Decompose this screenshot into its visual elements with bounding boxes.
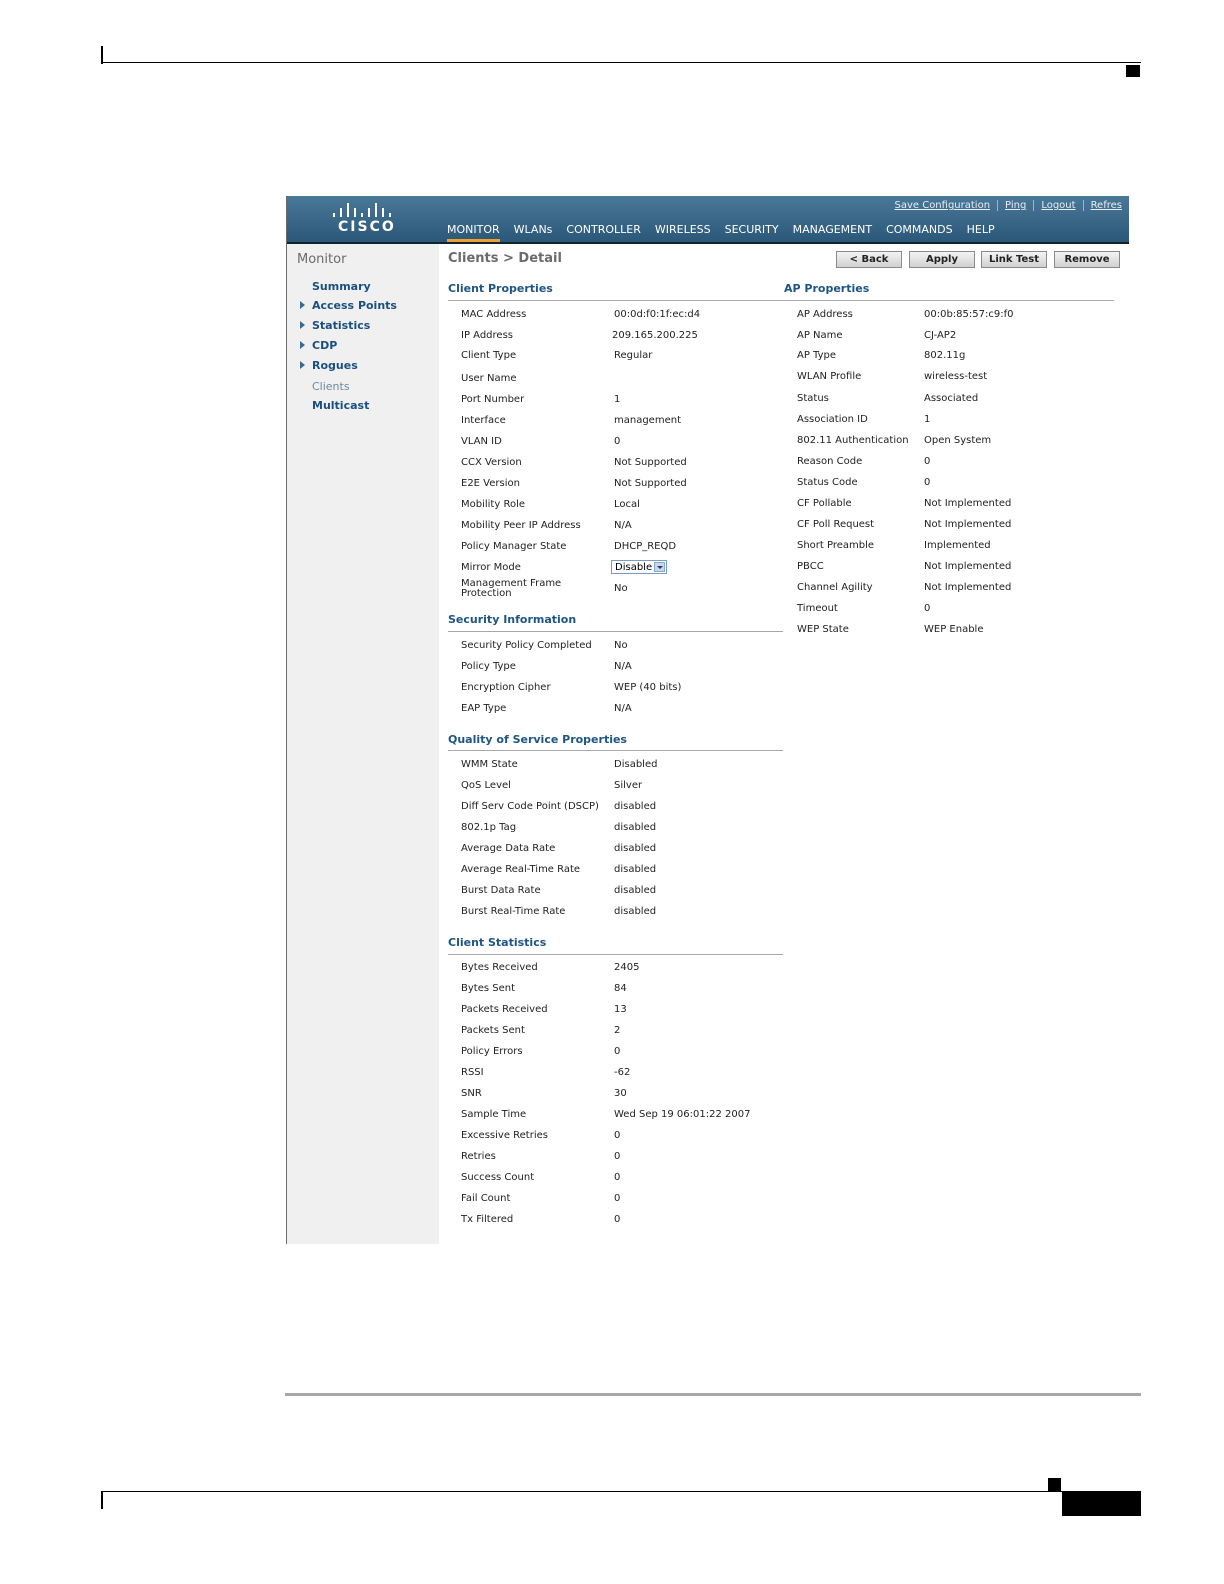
eap-type-label: EAP Type (461, 703, 507, 714)
e2e-version-label: E2E Version (461, 478, 520, 489)
expand-arrow-icon[interactable] (300, 341, 305, 349)
success-count-label: Success Count (461, 1172, 535, 1183)
policy-manager-state-value: DHCP_REQD (614, 541, 677, 552)
bytes-sent-value: 84 (614, 983, 627, 994)
policy-errors-value: 0 (614, 1046, 621, 1057)
nav-commands[interactable]: COMMANDS (886, 223, 953, 236)
security-policy-completed-value: No (614, 640, 628, 651)
sample-time-label: Sample Time (461, 1109, 527, 1120)
nav-help[interactable]: HELP (966, 223, 995, 236)
expand-arrow-icon[interactable] (300, 321, 305, 329)
authentication-value: Open System (924, 435, 992, 446)
policy-manager-state-label: Policy Manager State (461, 541, 567, 552)
cf-pollable-value: Not Implemented (924, 498, 1012, 509)
retries-label: Retries (461, 1151, 496, 1162)
cf-poll-request-value: Not Implemented (924, 519, 1012, 530)
qos-level-value: Silver (614, 780, 643, 791)
management-frame-label-line2: Protection (461, 588, 512, 599)
security-policy-completed-label: Security Policy Completed (461, 640, 592, 651)
8021p-tag-value: disabled (614, 822, 657, 833)
client-type-label: Client Type (461, 350, 517, 361)
policy-type-value: N/A (614, 661, 632, 672)
sidebar-item-statistics[interactable]: Statistics (312, 319, 371, 332)
wlan-profile-label: WLAN Profile (797, 371, 862, 382)
port-number-value: 1 (614, 394, 621, 405)
burst-data-rate-label: Burst Data Rate (461, 885, 541, 896)
page-bottom-marker-small (1048, 1478, 1061, 1491)
management-frame-value: No (614, 583, 628, 594)
mobility-peer-ip-label: Mobility Peer IP Address (461, 520, 581, 531)
wep-state-value: WEP Enable (924, 624, 984, 635)
management-frame-label: Management Frame (461, 578, 562, 589)
sidebar-title: Monitor (297, 252, 347, 267)
status-code-value: 0 (924, 477, 931, 488)
success-count-value: 0 (614, 1172, 621, 1183)
sidebar-item-cdp[interactable]: CDP (312, 339, 338, 352)
remove-button[interactable]: Remove (1054, 251, 1120, 268)
encryption-cipher-label: Encryption Cipher (461, 682, 551, 693)
ap-type-label: AP Type (797, 350, 837, 361)
8021p-tag-label: 802.1p Tag (461, 822, 517, 833)
burst-realtime-rate-value: disabled (614, 906, 657, 917)
page-top-rule (101, 62, 1141, 63)
nav-management[interactable]: MANAGEMENT (792, 223, 873, 236)
ap-name-label: AP Name (797, 330, 843, 341)
mobility-peer-ip-value: N/A (614, 520, 632, 531)
wlc-screenshot (286, 196, 1129, 1244)
excessive-retries-label: Excessive Retries (461, 1130, 548, 1141)
qos-level-label: QoS Level (461, 780, 511, 791)
mirror-mode-label: Mirror Mode (461, 562, 521, 573)
policy-errors-label: Policy Errors (461, 1046, 523, 1057)
association-id-label: Association ID (797, 414, 868, 425)
mobility-role-label: Mobility Role (461, 499, 525, 510)
ap-properties-title: AP Properties (784, 282, 870, 295)
nav-wireless[interactable]: WIRELESS (654, 223, 711, 236)
sidebar-item-clients[interactable]: Clients (312, 380, 350, 393)
eap-type-value: N/A (614, 703, 632, 714)
ip-address-label: IP Address (461, 330, 513, 341)
timeout-value: 0 (924, 603, 931, 614)
mirror-mode-select[interactable] (611, 560, 667, 574)
sidebar-item-multicast[interactable]: Multicast (312, 399, 370, 412)
status-code-label: Status Code (797, 477, 858, 488)
authentication-label: 802.11 Authentication (797, 435, 909, 446)
page-bottom-tick (101, 1491, 103, 1509)
fail-count-value: 0 (614, 1193, 621, 1204)
association-id-value: 1 (924, 414, 931, 425)
section-divider (448, 954, 783, 955)
refresh-link[interactable]: Refres (1083, 200, 1129, 211)
expand-arrow-icon[interactable] (300, 301, 305, 309)
expand-arrow-icon[interactable] (300, 361, 305, 369)
save-configuration-link[interactable]: Save Configuration (894, 200, 991, 211)
average-data-rate-value: disabled (614, 843, 657, 854)
interface-label: Interface (461, 415, 506, 426)
vlan-id-value: 0 (614, 436, 621, 447)
retries-value: 0 (614, 1151, 621, 1162)
average-realtime-rate-label: Average Real-Time Rate (461, 864, 581, 875)
dscp-value: disabled (614, 801, 657, 812)
reason-code-value: 0 (924, 456, 931, 467)
ip-address-value: 209.165.200.225 (612, 330, 698, 341)
fail-count-label: Fail Count (461, 1193, 511, 1204)
bytes-received-value: 2405 (614, 962, 640, 973)
sidebar-item-access-points[interactable]: Access Points (312, 299, 397, 312)
mobility-role-value: Local (614, 499, 640, 510)
average-data-rate-label: Average Data Rate (461, 843, 556, 854)
nav-controller[interactable]: CONTROLLER (566, 223, 641, 236)
cisco-logo-icon (333, 203, 393, 217)
security-information-title: Security Information (448, 613, 577, 626)
status-value: Associated (924, 393, 979, 404)
packets-received-value: 13 (614, 1004, 627, 1015)
wlan-profile-value: wireless-test (924, 371, 988, 382)
section-divider (448, 750, 783, 751)
page-top-marker (1126, 65, 1140, 77)
ping-link[interactable]: Ping (997, 200, 1033, 211)
link-test-button[interactable]: Link Test (981, 251, 1047, 268)
channel-agility-value: Not Implemented (924, 582, 1012, 593)
sidebar (287, 244, 439, 1244)
cisco-logo-text: CISCO (338, 219, 396, 235)
page-bottom-rule (101, 1491, 1141, 1492)
ap-name-value: CJ-AP2 (924, 330, 957, 341)
wep-state-label: WEP State (797, 624, 849, 635)
ccx-version-label: CCX Version (461, 457, 522, 468)
short-preamble-label: Short Preamble (797, 540, 875, 551)
wmm-state-label: WMM State (461, 759, 518, 770)
apply-button[interactable]: Apply (909, 251, 975, 268)
user-name-label: User Name (461, 373, 517, 384)
section-divider (448, 631, 783, 632)
rssi-label: RSSI (461, 1067, 484, 1078)
rssi-value: -62 (614, 1067, 631, 1078)
e2e-version-value: Not Supported (614, 478, 687, 489)
cf-poll-request-label: CF Poll Request (797, 519, 875, 530)
packets-received-label: Packets Received (461, 1004, 548, 1015)
content-area (439, 244, 1129, 1244)
page-bottom-marker (1062, 1492, 1141, 1516)
mirror-mode-selected: Disable (615, 562, 653, 573)
pbcc-label: PBCC (797, 561, 824, 572)
tx-filtered-label: Tx Filtered (461, 1214, 514, 1225)
packets-sent-label: Packets Sent (461, 1025, 525, 1036)
reason-code-label: Reason Code (797, 456, 863, 467)
header-bar (287, 196, 1129, 244)
port-number-label: Port Number (461, 394, 525, 405)
sidebar-item-summary[interactable]: Summary (312, 280, 371, 293)
policy-type-label: Policy Type (461, 661, 516, 672)
chevron-down-icon[interactable] (654, 562, 665, 572)
logout-link[interactable]: Logout (1033, 200, 1082, 211)
packets-sent-value: 2 (614, 1025, 621, 1036)
snr-label: SNR (461, 1088, 482, 1099)
ccx-version-value: Not Supported (614, 457, 687, 468)
ap-type-value: 802.11g (924, 350, 966, 361)
excessive-retries-value: 0 (614, 1130, 621, 1141)
sidebar-item-rogues[interactable]: Rogues (312, 359, 358, 372)
burst-realtime-rate-label: Burst Real-Time Rate (461, 906, 566, 917)
page-gray-rule (285, 1393, 1141, 1396)
encryption-cipher-value: WEP (40 bits) (614, 682, 682, 693)
tx-filtered-value: 0 (614, 1214, 621, 1225)
interface-value: management (614, 415, 681, 426)
section-divider (448, 300, 1114, 301)
ap-address-label: AP Address (797, 309, 853, 320)
timeout-label: Timeout (797, 603, 838, 614)
nav-wlans[interactable]: WLANs (513, 223, 553, 236)
channel-agility-label: Channel Agility (797, 582, 873, 593)
dscp-label: Diff Serv Code Point (DSCP) (461, 801, 599, 812)
status-label: Status (797, 393, 829, 404)
qos-properties-title: Quality of Service Properties (448, 733, 627, 746)
client-type-value: Regular (614, 350, 653, 361)
average-realtime-rate-value: disabled (614, 864, 657, 875)
bytes-sent-label: Bytes Sent (461, 983, 515, 994)
nav-security[interactable]: SECURITY (724, 223, 779, 236)
short-preamble-value: Implemented (924, 540, 991, 551)
bytes-received-label: Bytes Received (461, 962, 538, 973)
nav-monitor[interactable]: MONITOR (447, 223, 500, 242)
wmm-state-value: Disabled (614, 759, 658, 770)
ap-address-value: 00:0b:85:57:c9:f0 (924, 309, 1014, 320)
client-statistics-title: Client Statistics (448, 936, 547, 949)
snr-value: 30 (614, 1088, 627, 1099)
cf-pollable-label: CF Pollable (797, 498, 852, 509)
pbcc-value: Not Implemented (924, 561, 1012, 572)
back-button[interactable]: < Back (836, 251, 902, 268)
vlan-id-label: VLAN ID (461, 436, 502, 447)
main-nav (447, 223, 1009, 242)
client-properties-title: Client Properties (448, 282, 553, 295)
breadcrumb: Clients > Detail (448, 251, 562, 266)
burst-data-rate-value: disabled (614, 885, 657, 896)
sample-time-value: Wed Sep 19 06:01:22 2007 (614, 1109, 751, 1120)
mac-address-label: MAC Address (461, 309, 527, 320)
mac-address-value: 00:0d:f0:1f:ec:d4 (614, 309, 701, 320)
header-links (887, 200, 1129, 211)
